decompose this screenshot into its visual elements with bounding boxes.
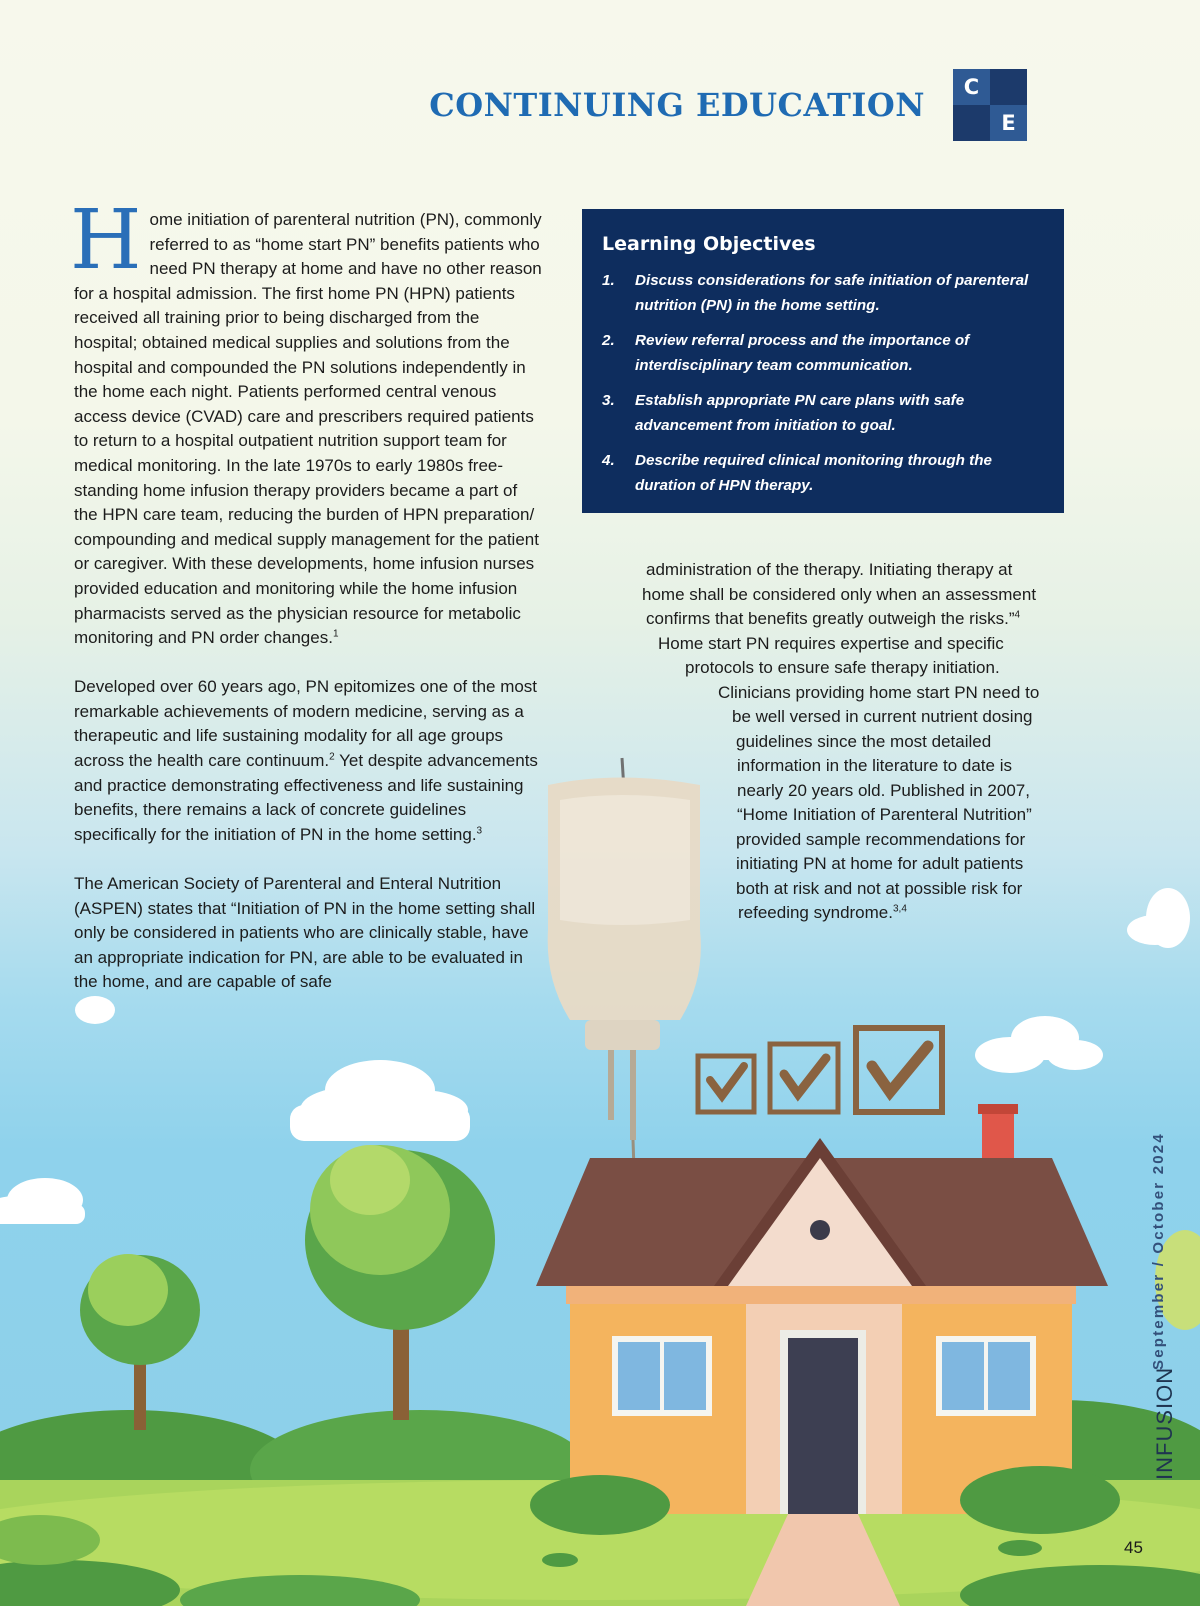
line-text: both at risk and not at possible risk for: [736, 879, 1023, 898]
line-text: nearly 20 years old. Published in 2007,: [737, 781, 1030, 800]
paragraph-text: Developed over 60 years ago, PN epitomizes one of the most remarkable achievements of modern medicine, serving as a therapeutic and life sustaining modality for all age groups across the health care continuum.: [74, 677, 538, 771]
ce-badge-c: C: [953, 69, 990, 105]
line-text: home shall be considered only when an assessment: [642, 585, 1037, 604]
paragraph-text: The American Society of Parenteral and Enteral Nutrition (ASPEN) states that “Initiation of PN in the home setting shall only be considered in patients who are clinically stable, have an appropriate indication for PN, are able to be evaluated in the home, and are capable of safe: [74, 874, 536, 992]
checkbox-frames: [698, 1028, 942, 1112]
line-text: information in the literature to date is: [737, 756, 1012, 775]
text-line: [736, 828, 1025, 853]
line-text: administration of the therapy. Initiating therapy at: [646, 560, 1013, 579]
ce-badge-e: E: [990, 105, 1027, 141]
drop-cap: H: [70, 193, 142, 288]
line-text: protocols to ensure safe therapy initiation.: [685, 658, 1000, 677]
text-line: [737, 754, 1012, 779]
text-line: [732, 705, 1033, 730]
section-title: CONTINUING EDUCATION: [429, 86, 925, 124]
article-paragraph: [74, 675, 544, 847]
objective-item: [602, 329, 1044, 378]
objective-number: 1.: [602, 272, 615, 289]
text-line: [737, 803, 1032, 828]
objective-item: [602, 269, 1044, 318]
text-line: [737, 779, 1030, 804]
iv-bag: [548, 758, 701, 1170]
learning-objectives-title: Learning Objectives: [602, 233, 816, 255]
text-line: [736, 852, 1023, 877]
ce-badge-tile: [953, 105, 990, 141]
line-text: Clinicians providing home start PN need to: [718, 683, 1040, 702]
ce-badge: [953, 69, 1028, 142]
issue-date: September / October 2024: [1150, 1132, 1167, 1370]
paragraph-text: ome initiation of parenteral nutrition (PN), commonly referred to as “home start PN” benefits patients who need PN therapy at home and have no other reason for a hospital admission. The first home PN (HPN) patients received all training prior to being discharged from the hospital; obtained medical supplies and solutions from the hospital and compounded the PN solutions independently in the home each night. Patients performed central venous access device (CVAD) care and prescribers required patients to return to a hospital outpatient nutrition support team for medical monitoring. In the late 1970s to early 1980s free-standing home infusion therapy providers became a part of the HPN care team, reducing the burden of HPN preparation/ compounding and medical supply management for the patient or caregiver. With these developments, home infusion nurses provided education and monitoring while the home infusion pharmacists served as the physician resource for metabolic monitoring and PN order changes.: [74, 210, 542, 648]
objective-item: [602, 389, 1044, 438]
reference-superscript: 2: [329, 751, 335, 763]
text-line: [685, 656, 1000, 681]
paragraph-text: Yet despite advancements and practice demonstrating effectiveness and life sustaining benefits, there remains a lack of concrete guidelines specifically for the initiation of PN in the home setting.: [74, 751, 538, 844]
line-text: provided sample recommendations for: [736, 830, 1026, 849]
article-paragraph: [70, 193, 544, 651]
page-number: 45: [1124, 1538, 1143, 1557]
line-text: refeeding syndrome.: [738, 903, 893, 922]
text-line: [642, 583, 1036, 608]
objective-number: 3.: [602, 392, 615, 409]
text-line: [736, 730, 991, 755]
reference-superscript: 1: [332, 628, 339, 640]
learning-objectives-list: [602, 269, 1044, 498]
line-text: be well versed in current nutrient dosing: [732, 707, 1033, 726]
learning-objectives-box: [582, 209, 1064, 513]
text-line: [646, 607, 1020, 632]
reference-superscript: 3: [476, 825, 483, 837]
text-line: [738, 901, 907, 926]
line-text: “Home Initiation of Parenteral Nutrition”: [737, 805, 1032, 824]
text-line: [658, 632, 1004, 657]
text-line: [646, 558, 1012, 583]
line-text: confirms that benefits greatly outweigh the risks.”: [646, 609, 1015, 628]
article-paragraph: [74, 872, 544, 995]
objective-text: Discuss considerations for safe initiation of parenteral nutrition (PN) in the home setting.: [635, 272, 1029, 314]
objective-text: Review referral process and the importance of interdisciplinary team communication.: [635, 332, 970, 374]
line-text: guidelines since the most detailed: [736, 732, 992, 751]
objective-number: 4.: [602, 452, 615, 469]
article-left-column: [70, 193, 544, 1020]
reference-superscript: 3,4: [892, 903, 907, 915]
line-text: initiating PN at home for adult patients: [736, 854, 1024, 873]
text-line: [736, 877, 1022, 902]
line-text: Home start PN requires expertise and specific: [658, 634, 1004, 653]
objective-number: 2.: [602, 332, 615, 349]
text-line: [718, 681, 1039, 706]
magazine-logo: INFUSION: [1152, 1366, 1177, 1480]
objective-text: Establish appropriate PN care plans with safe advancement from initiation to goal.: [635, 392, 965, 434]
reference-superscript: 4: [1014, 609, 1021, 621]
ce-badge-tile: [990, 69, 1027, 105]
objective-text: Describe required clinical monitoring through the duration of HPN therapy.: [635, 452, 992, 494]
house: [536, 1104, 1108, 1514]
objective-item: [602, 449, 1044, 498]
